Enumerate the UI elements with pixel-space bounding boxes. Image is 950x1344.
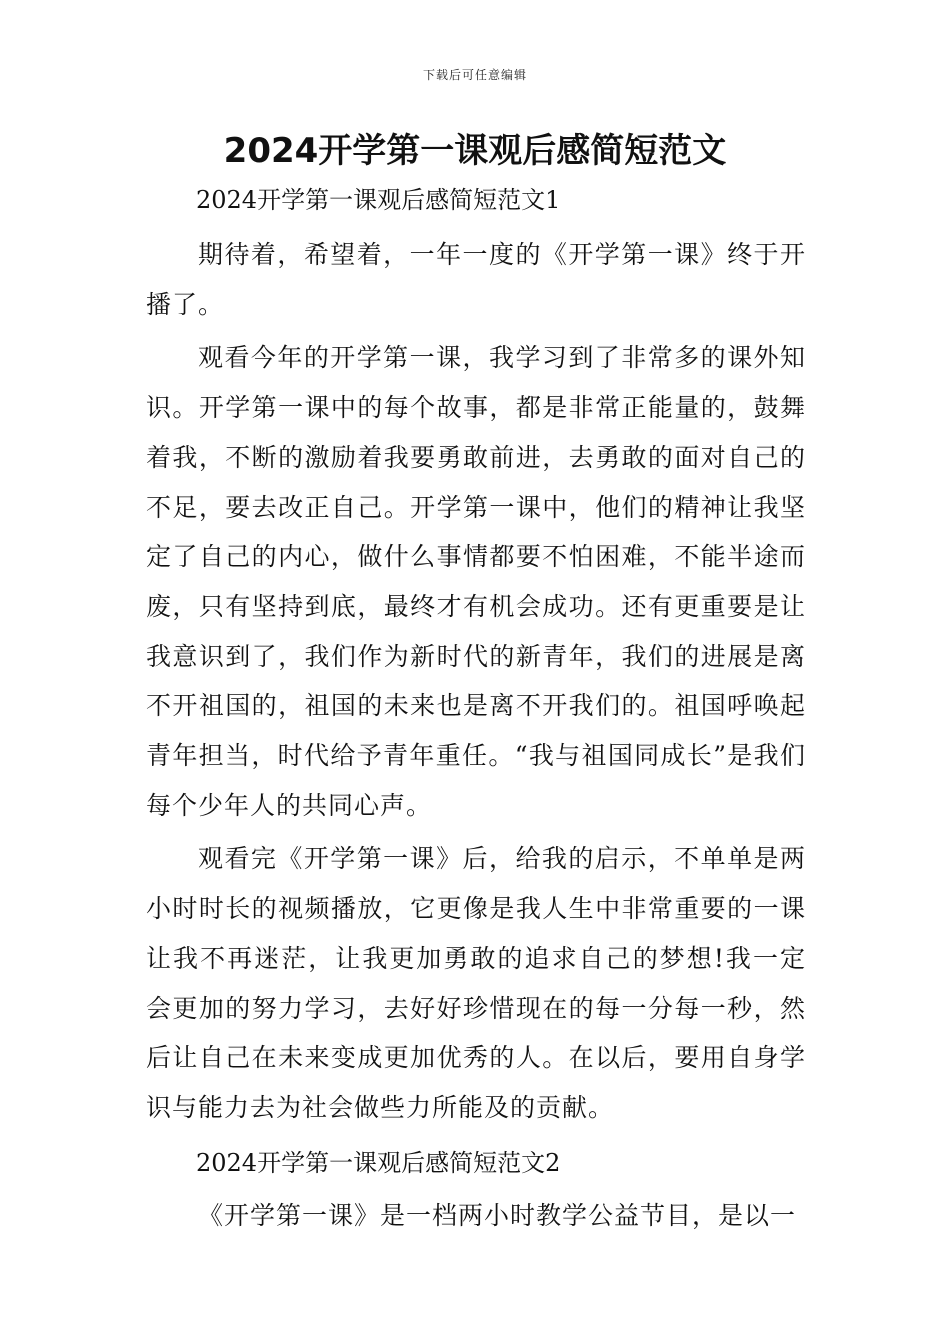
paragraph-1-2: 观看今年的开学第一课，我学习到了非常多的课外知识。开学第一课中的每个故事，都是非常正能量的，鼓舞着我，不断的激励着我要勇敢前进，去勇敢的面对自己的不足，要去改正自己。开学第一课中，他们的精神让我坚定了自己的内心，做什么事情都要不怕困难，不能半途而废，只有坚持到底，最终才有机会成功。还有更重要是让我意识到了，我们作为新时代的新青年，我们的进展是离不开祖国的，祖国的未来也是离不开我们的。祖国呼唤起青年担当，时代给予青年重任。“我与祖国同成长”是我们每个少年人的共同心声。: [146, 343, 806, 820]
paragraph-1-3: 观看完《开学第一课》后，给我的启示，不单单是两小时时长的视频播放，它更像是我人生中非常重要的一课让我不再迷茫，让我更加勇敢的追求自己的梦想!我一定会更加的努力学习，去好好珍惜现在的每一分每一秒，然后让自己在未来变成更加优秀的人。在以后，要用自身学识与能力去为社会做些力所能及的贡献。: [146, 844, 806, 1122]
paragraph-2-1: 《开学第一课》是一档两小时教学公益节目，是以一: [198, 1200, 797, 1230]
paragraph-1-1: 期待着，希望着，一年一度的《开学第一课》终于开播了。: [146, 240, 806, 319]
section-heading-1: 2024开学第一课观后感简短范文1: [196, 186, 561, 214]
document-body: [146, 176, 806, 1240]
document-title: 2024开学第一课观后感简短范文: [223, 131, 727, 171]
section-heading-2: 2024开学第一课观后感简短范文2: [196, 1148, 561, 1177]
header-note: 下载后可任意编辑: [422, 68, 527, 82]
